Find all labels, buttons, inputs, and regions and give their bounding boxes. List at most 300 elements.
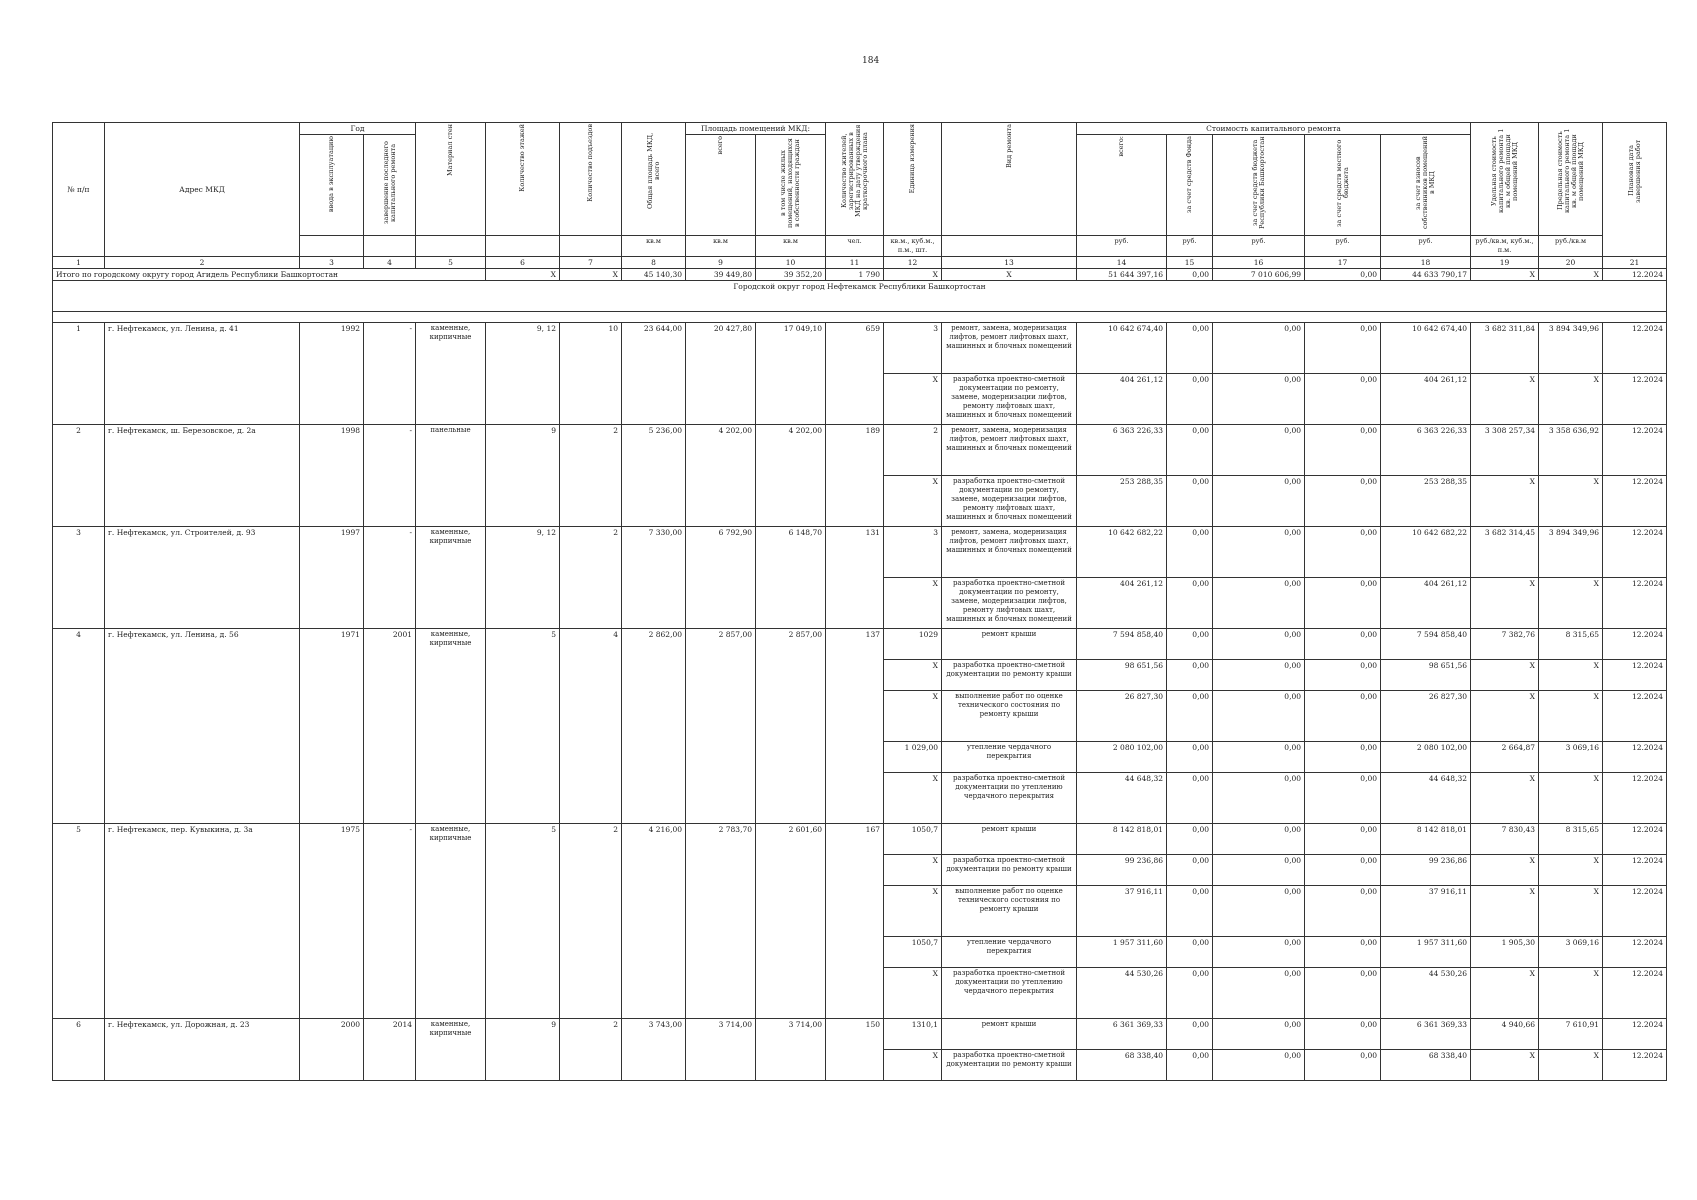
work-date: 12.2024	[1603, 773, 1667, 824]
house-last-repair: 2001	[364, 629, 416, 824]
work-fund: 0,00	[1167, 374, 1213, 425]
work-unit: X	[1471, 578, 1539, 629]
house-owned: 6 148,70	[756, 527, 826, 629]
total-floors: X	[486, 269, 560, 281]
work-unit: 2 664,87	[1471, 742, 1539, 773]
work-type: утепление чердачного перекрытия	[942, 742, 1077, 773]
house-floors: 9	[486, 1019, 560, 1081]
work-fund: 0,00	[1167, 773, 1213, 824]
work-measure: 1029	[884, 629, 942, 660]
work-max: X	[1539, 578, 1603, 629]
col-cost-group-header: Стоимость капитального ремонта	[1077, 123, 1471, 135]
unit-cell: чел.	[826, 236, 884, 257]
work-measure: X	[884, 374, 942, 425]
work-owners: 404 261,12	[1381, 578, 1471, 629]
work-date: 12.2024	[1603, 742, 1667, 773]
work-max: X	[1539, 886, 1603, 937]
unit-cell: кв.м., куб.м., п.м., шт.	[884, 236, 942, 257]
unit-cell: руб.	[1305, 236, 1381, 257]
work-local: 0,00	[1305, 742, 1381, 773]
work-measure: 1050,7	[884, 824, 942, 855]
house-year: 1971	[300, 629, 364, 824]
total-date: 12.2024	[1603, 269, 1667, 281]
house-entrances: 2	[560, 824, 622, 1019]
work-fund: 0,00	[1167, 824, 1213, 855]
total-unit: X	[1471, 269, 1539, 281]
work-type: разработка проектно-сметной документации по утеплению чердачного перекрытия	[942, 968, 1077, 1019]
work-republic: 0,00	[1213, 660, 1305, 691]
capital-repair-table	[52, 122, 1667, 1081]
house-premises: 2 857,00	[686, 629, 756, 824]
work-republic: 0,00	[1213, 824, 1305, 855]
work-max: 8 315,65	[1539, 629, 1603, 660]
column-number: 7	[560, 257, 622, 269]
house-number: 1	[53, 323, 105, 425]
column-number: 15	[1167, 257, 1213, 269]
section-title: Городской округ город Нефтекамск Республики Башкортостан	[53, 281, 1667, 312]
work-local: 0,00	[1305, 968, 1381, 1019]
work-date: 12.2024	[1603, 660, 1667, 691]
work-date: 12.2024	[1603, 1019, 1667, 1050]
work-measure: X	[884, 773, 942, 824]
work-republic: 0,00	[1213, 691, 1305, 742]
house-address: г. Нефтекамск, пер. Кувыкина, д. 3а	[105, 824, 300, 1019]
column-number: 9	[686, 257, 756, 269]
work-total: 26 827,30	[1077, 691, 1167, 742]
col-cost-total-header: всего:	[1077, 135, 1167, 236]
col-num-header: № п/п	[53, 123, 105, 257]
work-max: 3 069,16	[1539, 937, 1603, 968]
house-address: г. Нефтекамск, ул. Строителей, д. 93	[105, 527, 300, 629]
col-premises-group-header: Площадь помещений МКД:	[686, 123, 826, 135]
table-row	[53, 629, 1667, 660]
work-owners: 8 142 818,01	[1381, 824, 1471, 855]
work-measure: 3	[884, 323, 942, 374]
house-owned: 17 049,10	[756, 323, 826, 425]
work-type: разработка проектно-сметной документации по ремонту, замене, модернизации лифтов, ремонту лифтовых шахт, машинных и блочных помещений	[942, 476, 1077, 527]
house-address: г. Нефтекамск, ул. Дорожная, д. 23	[105, 1019, 300, 1081]
house-number: 6	[53, 1019, 105, 1081]
house-area: 5 236,00	[622, 425, 686, 527]
work-fund: 0,00	[1167, 1050, 1213, 1081]
house-floors: 9, 12	[486, 323, 560, 425]
col-address-header: Адрес МКД	[105, 123, 300, 257]
section-row	[53, 281, 1667, 312]
work-date: 12.2024	[1603, 937, 1667, 968]
col-year-group-header: Год	[300, 123, 416, 135]
work-date: 12.2024	[1603, 374, 1667, 425]
house-entrances: 2	[560, 1019, 622, 1081]
work-total: 68 338,40	[1077, 1050, 1167, 1081]
work-local: 0,00	[1305, 578, 1381, 629]
work-republic: 0,00	[1213, 527, 1305, 578]
work-owners: 26 827,30	[1381, 691, 1471, 742]
work-measure: X	[884, 855, 942, 886]
work-republic: 0,00	[1213, 476, 1305, 527]
work-date: 12.2024	[1603, 425, 1667, 476]
house-owned: 4 202,00	[756, 425, 826, 527]
column-number: 17	[1305, 257, 1381, 269]
total-cost: 51 644 397,16	[1077, 269, 1167, 281]
work-local: 0,00	[1305, 937, 1381, 968]
house-owned: 2 857,00	[756, 629, 826, 824]
work-republic: 0,00	[1213, 855, 1305, 886]
work-date: 12.2024	[1603, 629, 1667, 660]
house-year: 2000	[300, 1019, 364, 1081]
total-residents: 1 790	[826, 269, 884, 281]
column-number: 11	[826, 257, 884, 269]
work-republic: 0,00	[1213, 1050, 1305, 1081]
work-owners: 44 530,26	[1381, 968, 1471, 1019]
work-fund: 0,00	[1167, 937, 1213, 968]
table-row	[53, 323, 1667, 374]
total-owners: 44 633 790,17	[1381, 269, 1471, 281]
work-max: X	[1539, 476, 1603, 527]
column-number: 4	[364, 257, 416, 269]
house-entrances: 10	[560, 323, 622, 425]
col-unit-cost-header: Удельная стоимость капитального ремонта 1 кв. м общей площади помещений МКД	[1471, 123, 1539, 236]
column-number: 2	[105, 257, 300, 269]
table-row	[53, 824, 1667, 855]
work-owners: 6 363 226,33	[1381, 425, 1471, 476]
work-total: 10 642 674,40	[1077, 323, 1167, 374]
work-local: 0,00	[1305, 824, 1381, 855]
work-type: разработка проектно-сметной документации по ремонту крыши	[942, 660, 1077, 691]
work-max: X	[1539, 660, 1603, 691]
unit-cell: кв.м	[756, 236, 826, 257]
col-cost-owners-header: за счет взносов собственников помещений в МКД	[1381, 135, 1471, 236]
work-type: ремонт крыши	[942, 629, 1077, 660]
work-measure: X	[884, 476, 942, 527]
work-date: 12.2024	[1603, 855, 1667, 886]
house-floors: 9	[486, 425, 560, 527]
house-area: 3 743,00	[622, 1019, 686, 1081]
column-number: 14	[1077, 257, 1167, 269]
house-premises: 2 783,70	[686, 824, 756, 1019]
work-measure: 1310,1	[884, 1019, 942, 1050]
work-local: 0,00	[1305, 476, 1381, 527]
work-unit: X	[1471, 855, 1539, 886]
work-local: 0,00	[1305, 527, 1381, 578]
work-total: 44 648,32	[1077, 773, 1167, 824]
work-owners: 1 957 311,60	[1381, 937, 1471, 968]
column-number: 10	[756, 257, 826, 269]
work-type: разработка проектно-сметной документации по ремонту крыши	[942, 855, 1077, 886]
work-type: ремонт, замена, модернизация лифтов, ремонт лифтовых шахт, машинных и блочных помещений	[942, 323, 1077, 374]
work-type: разработка проектно-сметной документации по утеплению чердачного перекрытия	[942, 773, 1077, 824]
work-local: 0,00	[1305, 323, 1381, 374]
unit-cell: руб./кв.м, куб.м., п.м.	[1471, 236, 1539, 257]
work-unit: X	[1471, 886, 1539, 937]
work-owners: 44 648,32	[1381, 773, 1471, 824]
house-floors: 5	[486, 824, 560, 1019]
work-type: выполнение работ по оценке технического состояния по ремонту крыши	[942, 886, 1077, 937]
column-number: 5	[416, 257, 486, 269]
house-number: 4	[53, 629, 105, 824]
work-total: 98 651,56	[1077, 660, 1167, 691]
col-cost-local-header: за счет средств местного бюджета	[1305, 135, 1381, 236]
col-entrances-header: Количество подъездов	[560, 123, 622, 236]
page-number: 184	[862, 56, 880, 66]
work-total: 253 288,35	[1077, 476, 1167, 527]
work-total: 6 361 369,33	[1077, 1019, 1167, 1050]
house-residents: 189	[826, 425, 884, 527]
work-owners: 2 080 102,00	[1381, 742, 1471, 773]
work-total: 2 080 102,00	[1077, 742, 1167, 773]
col-cost-fund-header: за счет средств Фонда	[1167, 135, 1213, 236]
house-residents: 137	[826, 629, 884, 824]
column-number: 13	[942, 257, 1077, 269]
work-local: 0,00	[1305, 1050, 1381, 1081]
house-premises: 20 427,80	[686, 323, 756, 425]
house-last-repair: -	[364, 323, 416, 425]
house-material: каменные, кирпичные	[416, 824, 486, 1019]
work-fund: 0,00	[1167, 323, 1213, 374]
col-premises-owned-header: в том числе жилых помещений, находящихся в собственности граждан	[756, 135, 826, 236]
work-max: X	[1539, 691, 1603, 742]
work-unit: 3 682 311,84	[1471, 323, 1539, 374]
work-fund: 0,00	[1167, 742, 1213, 773]
work-measure: X	[884, 886, 942, 937]
work-type: ремонт, замена, модернизация лифтов, ремонт лифтовых шахт, машинных и блочных помещений	[942, 527, 1077, 578]
house-entrances: 2	[560, 425, 622, 527]
work-type: ремонт крыши	[942, 824, 1077, 855]
column-number: 21	[1603, 257, 1667, 269]
total-owned: 39 352,20	[756, 269, 826, 281]
unit-cell: кв.м	[622, 236, 686, 257]
house-year: 1975	[300, 824, 364, 1019]
col-max-cost-header: Предельная стоимость капитального ремонта 1 кв. м общей площади помещений МКД	[1539, 123, 1603, 236]
house-address: г. Нефтекамск, ш. Березовское, д. 2а	[105, 425, 300, 527]
column-number: 20	[1539, 257, 1603, 269]
work-unit: 1 905,30	[1471, 937, 1539, 968]
work-date: 12.2024	[1603, 323, 1667, 374]
work-owners: 10 642 682,22	[1381, 527, 1471, 578]
work-max: X	[1539, 773, 1603, 824]
col-floors-header: Количество этажей	[486, 123, 560, 236]
work-fund: 0,00	[1167, 855, 1213, 886]
work-owners: 98 651,56	[1381, 660, 1471, 691]
house-entrances: 4	[560, 629, 622, 824]
total-local: 0,00	[1305, 269, 1381, 281]
house-last-repair: -	[364, 824, 416, 1019]
total-type: X	[942, 269, 1077, 281]
work-total: 44 530,26	[1077, 968, 1167, 1019]
table-row	[53, 1019, 1667, 1050]
work-local: 0,00	[1305, 886, 1381, 937]
table-body	[53, 269, 1667, 1081]
work-republic: 0,00	[1213, 1019, 1305, 1050]
house-area: 23 644,00	[622, 323, 686, 425]
work-fund: 0,00	[1167, 629, 1213, 660]
work-date: 12.2024	[1603, 824, 1667, 855]
unit-cell: руб./кв.м	[1539, 236, 1603, 257]
work-total: 8 142 818,01	[1077, 824, 1167, 855]
house-material: каменные, кирпичные	[416, 1019, 486, 1081]
house-residents: 131	[826, 527, 884, 629]
work-measure: 1050,7	[884, 937, 942, 968]
column-number: 18	[1381, 257, 1471, 269]
work-fund: 0,00	[1167, 425, 1213, 476]
total-area: 45 140,30	[622, 269, 686, 281]
total-republic: 7 010 606,99	[1213, 269, 1305, 281]
table-row	[53, 527, 1667, 578]
work-local: 0,00	[1305, 660, 1381, 691]
work-measure: 3	[884, 527, 942, 578]
work-republic: 0,00	[1213, 578, 1305, 629]
house-residents: 659	[826, 323, 884, 425]
col-premises-total-header: всего	[686, 135, 756, 236]
work-measure: 1 029,00	[884, 742, 942, 773]
unit-cell: руб.	[1167, 236, 1213, 257]
work-date: 12.2024	[1603, 886, 1667, 937]
work-max: 3 894 349,96	[1539, 323, 1603, 374]
total-entrances: X	[560, 269, 622, 281]
work-type: ремонт, замена, модернизация лифтов, ремонт лифтовых шахт, машинных и блочных помещений	[942, 425, 1077, 476]
unit-cell: руб.	[1213, 236, 1305, 257]
work-fund: 0,00	[1167, 476, 1213, 527]
work-republic: 0,00	[1213, 742, 1305, 773]
work-fund: 0,00	[1167, 691, 1213, 742]
work-max: 7 610,91	[1539, 1019, 1603, 1050]
work-type: выполнение работ по оценке технического состояния по ремонту крыши	[942, 691, 1077, 742]
work-republic: 0,00	[1213, 968, 1305, 1019]
house-address: г. Нефтекамск, ул. Ленина, д. 41	[105, 323, 300, 425]
col-measure-header: Единица измерения	[884, 123, 942, 236]
work-type: разработка проектно-сметной документации по ремонту, замене, модернизации лифтов, ремонту лифтовых шахт, машинных и блочных помещений	[942, 374, 1077, 425]
work-total: 99 236,86	[1077, 855, 1167, 886]
work-owners: 10 642 674,40	[1381, 323, 1471, 374]
work-republic: 0,00	[1213, 629, 1305, 660]
total-measure: X	[884, 269, 942, 281]
work-type: ремонт крыши	[942, 1019, 1077, 1050]
house-floors: 9, 12	[486, 527, 560, 629]
work-fund: 0,00	[1167, 660, 1213, 691]
house-number: 5	[53, 824, 105, 1019]
column-number: 3	[300, 257, 364, 269]
house-premises: 6 792,90	[686, 527, 756, 629]
work-max: X	[1539, 374, 1603, 425]
work-fund: 0,00	[1167, 886, 1213, 937]
table-row	[53, 425, 1667, 476]
work-fund: 0,00	[1167, 968, 1213, 1019]
house-owned: 2 601,60	[756, 824, 826, 1019]
work-unit: 7 830,43	[1471, 824, 1539, 855]
work-republic: 0,00	[1213, 323, 1305, 374]
work-local: 0,00	[1305, 855, 1381, 886]
work-total: 10 642 682,22	[1077, 527, 1167, 578]
house-year: 1998	[300, 425, 364, 527]
house-number: 2	[53, 425, 105, 527]
work-unit: X	[1471, 691, 1539, 742]
house-residents: 150	[826, 1019, 884, 1081]
work-measure: X	[884, 578, 942, 629]
work-total: 37 916,11	[1077, 886, 1167, 937]
work-max: X	[1539, 855, 1603, 886]
work-local: 0,00	[1305, 773, 1381, 824]
col-repair-type-header: Вид ремонта	[942, 123, 1077, 236]
house-material: каменные, кирпичные	[416, 323, 486, 425]
work-unit: X	[1471, 773, 1539, 824]
col-material-header: Материал стен	[416, 123, 486, 236]
house-material: каменные, кирпичные	[416, 527, 486, 629]
house-last-repair: -	[364, 425, 416, 527]
work-total: 404 261,12	[1077, 374, 1167, 425]
col-cost-republic-header: за счет средств бюджета Республики Башкортостан	[1213, 135, 1305, 236]
table-header	[53, 123, 1667, 269]
work-date: 12.2024	[1603, 968, 1667, 1019]
work-measure: X	[884, 968, 942, 1019]
work-date: 12.2024	[1603, 691, 1667, 742]
work-owners: 99 236,86	[1381, 855, 1471, 886]
house-number: 3	[53, 527, 105, 629]
work-date: 12.2024	[1603, 476, 1667, 527]
work-date: 12.2024	[1603, 527, 1667, 578]
work-unit: 3 682 314,45	[1471, 527, 1539, 578]
work-total: 7 594 858,40	[1077, 629, 1167, 660]
work-measure: X	[884, 691, 942, 742]
column-number: 1	[53, 257, 105, 269]
column-numbers-row	[53, 257, 1667, 269]
work-unit: X	[1471, 660, 1539, 691]
work-max: 8 315,65	[1539, 824, 1603, 855]
col-year-repair-header: завершение последнего капитального ремонта	[364, 135, 416, 236]
house-entrances: 2	[560, 527, 622, 629]
column-number: 8	[622, 257, 686, 269]
work-owners: 253 288,35	[1381, 476, 1471, 527]
column-number: 12	[884, 257, 942, 269]
house-material: каменные, кирпичные	[416, 629, 486, 824]
column-number: 6	[486, 257, 560, 269]
house-last-repair: -	[364, 527, 416, 629]
work-republic: 0,00	[1213, 886, 1305, 937]
work-fund: 0,00	[1167, 1019, 1213, 1050]
work-unit: X	[1471, 968, 1539, 1019]
work-unit: 4 940,66	[1471, 1019, 1539, 1050]
work-owners: 6 361 369,33	[1381, 1019, 1471, 1050]
house-premises: 4 202,00	[686, 425, 756, 527]
house-area: 2 862,00	[622, 629, 686, 824]
house-area: 7 330,00	[622, 527, 686, 629]
work-republic: 0,00	[1213, 374, 1305, 425]
work-fund: 0,00	[1167, 527, 1213, 578]
work-type: разработка проектно-сметной документации по ремонту крыши	[942, 1050, 1077, 1081]
house-area: 4 216,00	[622, 824, 686, 1019]
col-residents-header: Количество жителей, зарегистрированных в МКД на дату утверждения краткосрочного плана	[826, 123, 884, 236]
work-type: разработка проектно-сметной документации по ремонту, замене, модернизации лифтов, ремонту лифтовых шахт, машинных и блочных помещений	[942, 578, 1077, 629]
work-unit: X	[1471, 374, 1539, 425]
work-unit: 3 308 257,34	[1471, 425, 1539, 476]
work-max: X	[1539, 968, 1603, 1019]
work-owners: 404 261,12	[1381, 374, 1471, 425]
work-max: X	[1539, 1050, 1603, 1081]
work-max: 3 894 349,96	[1539, 527, 1603, 578]
work-owners: 37 916,11	[1381, 886, 1471, 937]
unit-cell: кв.м	[686, 236, 756, 257]
work-local: 0,00	[1305, 629, 1381, 660]
work-unit: X	[1471, 476, 1539, 527]
house-floors: 5	[486, 629, 560, 824]
work-republic: 0,00	[1213, 425, 1305, 476]
work-owners: 68 338,40	[1381, 1050, 1471, 1081]
house-year: 1997	[300, 527, 364, 629]
work-republic: 0,00	[1213, 937, 1305, 968]
house-address: г. Нефтекамск, ул. Ленина, д. 56	[105, 629, 300, 824]
work-fund: 0,00	[1167, 578, 1213, 629]
column-number: 19	[1471, 257, 1539, 269]
total-premises: 39 449,80	[686, 269, 756, 281]
work-local: 0,00	[1305, 425, 1381, 476]
